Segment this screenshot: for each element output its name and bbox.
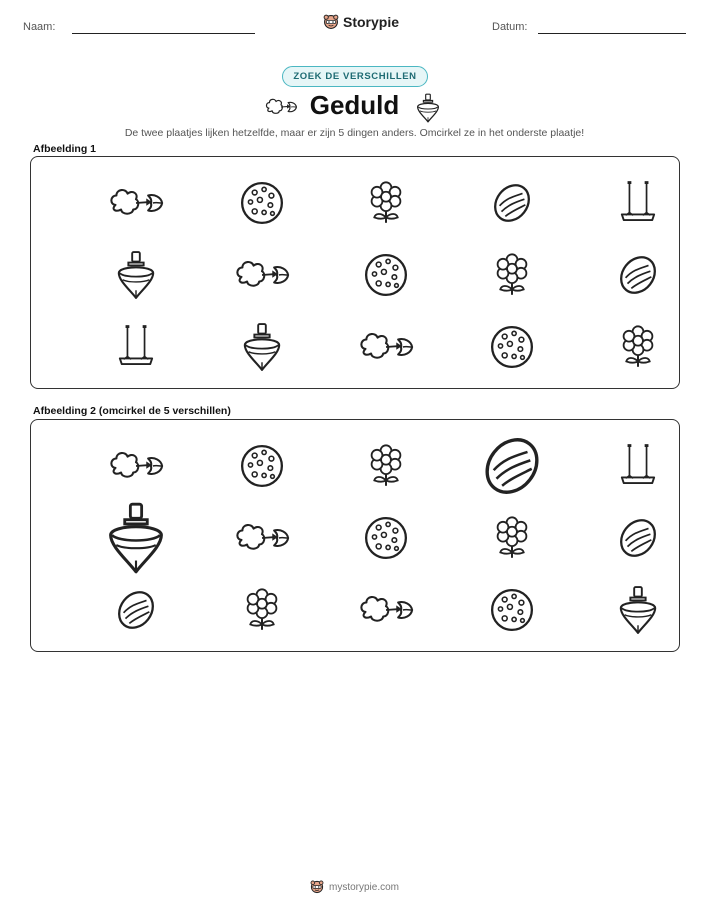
wind-icon xyxy=(108,447,164,485)
wind-icon xyxy=(108,184,164,222)
footer xyxy=(0,880,709,894)
cookie-icon xyxy=(363,252,409,298)
grid-cell[interactable] xyxy=(603,321,673,373)
grid-cell[interactable] xyxy=(603,512,673,564)
spinning-top-icon xyxy=(105,501,167,575)
date-input-line[interactable] xyxy=(538,33,686,34)
wind-icon xyxy=(234,256,290,294)
flower-icon xyxy=(244,588,280,632)
cookie-icon xyxy=(489,324,535,370)
seed-icon xyxy=(115,588,157,632)
picture1-label: Afbeelding 1 xyxy=(33,143,97,155)
grid-cell[interactable] xyxy=(101,321,171,373)
page-title: Geduld xyxy=(309,90,400,120)
flower-icon xyxy=(368,181,404,225)
grid-cell[interactable] xyxy=(101,440,171,492)
grid-cell[interactable] xyxy=(351,177,421,229)
worksheet-type-badge: ZOEK DE VERSCHILLEN xyxy=(282,66,428,87)
spinning-top-icon xyxy=(617,585,659,635)
flower-icon xyxy=(368,444,404,488)
swing-icon xyxy=(117,324,155,370)
grid-cell[interactable] xyxy=(227,440,297,492)
grid-cell[interactable] xyxy=(477,321,547,373)
picture1-frame xyxy=(30,156,680,389)
grid-cell[interactable] xyxy=(351,440,421,492)
name-input-line[interactable] xyxy=(72,33,255,34)
name-label: Naam: xyxy=(23,21,56,33)
grid-cell[interactable] xyxy=(603,440,673,492)
brand-name: Storypie xyxy=(343,14,400,30)
seed-icon xyxy=(491,181,533,225)
swing-icon xyxy=(619,443,657,489)
picture2-frame xyxy=(30,419,680,652)
grid-cell[interactable] xyxy=(101,177,171,229)
grid-cell[interactable] xyxy=(477,512,547,564)
date-label: Datum: xyxy=(492,21,528,33)
footer-site: mystorypie.com xyxy=(328,881,399,893)
swing-icon xyxy=(619,180,657,226)
flower-icon xyxy=(494,516,530,560)
grid-cell[interactable] xyxy=(477,584,547,636)
seed-icon xyxy=(481,433,543,499)
cookie-icon xyxy=(239,443,285,489)
grid-cell[interactable] xyxy=(603,584,673,636)
wind-icon xyxy=(358,328,414,366)
spinning-top-icon xyxy=(115,250,157,300)
grid-cell[interactable] xyxy=(351,512,421,564)
picture2-label: Afbeelding 2 (omcirkel de 5 verschillen) xyxy=(33,405,231,417)
grid-cell[interactable] xyxy=(227,177,297,229)
grid-cell[interactable] xyxy=(101,584,171,636)
cookie-icon xyxy=(239,180,285,226)
grid-cell[interactable] xyxy=(227,512,297,564)
grid-cell[interactable] xyxy=(603,177,673,229)
storypie-mascot-icon xyxy=(323,14,339,30)
spinning-top-icon xyxy=(241,322,283,372)
grid-cell[interactable] xyxy=(351,321,421,373)
flower-icon xyxy=(494,253,530,297)
grid-cell[interactable] xyxy=(477,440,547,492)
cookie-icon xyxy=(489,587,535,633)
grid-cell[interactable] xyxy=(101,249,171,301)
grid-cell[interactable] xyxy=(351,584,421,636)
grid-cell[interactable] xyxy=(227,584,297,636)
grid-cell[interactable] xyxy=(603,249,673,301)
brand-logo xyxy=(323,14,399,30)
grid-cell[interactable] xyxy=(477,249,547,301)
wind-icon xyxy=(234,519,290,557)
cookie-icon xyxy=(363,515,409,561)
grid-cell[interactable] xyxy=(351,249,421,301)
wind-icon xyxy=(358,591,414,629)
storypie-mascot-icon xyxy=(310,880,324,894)
grid-cell[interactable] xyxy=(101,512,171,564)
instructions: De twee plaatjes lijken hetzelfde, maar er zijn 5 dingen anders. Omcirkel ze in het onderste plaatje! xyxy=(124,127,585,139)
seed-icon xyxy=(617,253,659,297)
grid-cell[interactable] xyxy=(227,321,297,373)
flower-icon xyxy=(620,325,656,369)
spinning-top-icon xyxy=(415,93,441,123)
grid-cell[interactable] xyxy=(227,249,297,301)
seed-icon xyxy=(617,516,659,560)
grid-cell[interactable] xyxy=(477,177,547,229)
